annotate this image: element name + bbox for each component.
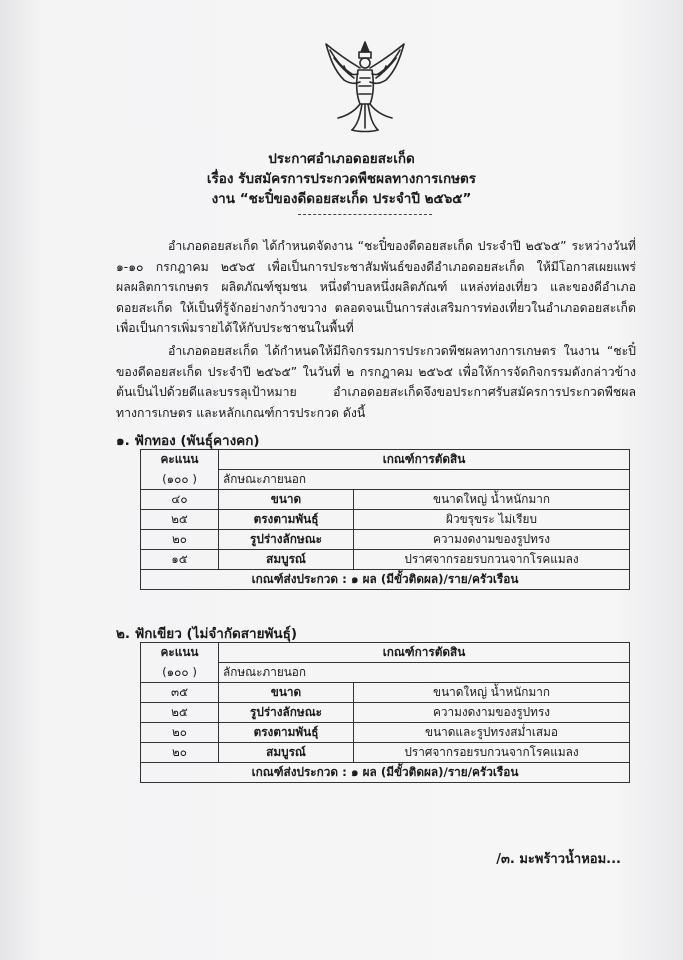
- row-score: ๒๐: [141, 723, 219, 743]
- table-row: [141, 550, 630, 570]
- submission-criteria: เกณฑ์ส่งประกวด : ๑ ผล (มีขั้วติดผล)/ราย/ครัวเรือน: [141, 763, 630, 783]
- row-aspect: ขนาด: [219, 683, 354, 703]
- body-paragraph-2: อำเภอดอยสะเก็ด ได้กำหนดให้มีกิจกรรมการประกวดพืชผลทางการเกษตร ในงาน “ชะปิ๋ของดีดอยสะเก็ด ประจำปี ๒๕๖๕” ในวันที่ ๒ กรกฎาคม ๒๕๖๕ เพื่อให้การจัดกิจกรรมดังกล่าวข้างต้นเป็นไปด้วยดีและบรรลุเป้าหมาย อำเภอดอยสะเก็ดจึงขอประกาศรับสมัครการประกวดพืชผลทางการเกษตร และหลักเกณฑ์การประกวด ดังนี้: [116, 344, 636, 420]
- table-row: [141, 683, 630, 703]
- criteria-subheader: ลักษณะภายนอก: [219, 663, 630, 683]
- table-row: [141, 723, 630, 743]
- row-score: ๔๐: [141, 490, 219, 510]
- table-row: [141, 743, 630, 763]
- row-description: ขนาดใหญ่ น้ำหนักมาก: [354, 490, 630, 510]
- table-header-row: [141, 450, 630, 470]
- table-header-row: [141, 643, 630, 663]
- continuation-note: /๓. มะพร้าวน้ำหอม...: [496, 852, 621, 867]
- table-subheader-row: [141, 663, 630, 683]
- row-description: ความงดงามของรูปทรง: [354, 703, 630, 723]
- table-footer-row: [141, 763, 630, 783]
- announcement-event: งาน “ชะปิ๋ของดีดอยสะเก็ด ประจำปี ๒๕๖๕”: [211, 191, 472, 207]
- row-score: ๑๕: [141, 550, 219, 570]
- row-description: ขนาดและรูปทรงสม่ำเสมอ: [354, 723, 630, 743]
- row-aspect: สมบูรณ์: [219, 743, 354, 763]
- row-description: ขนาดใหญ่ น้ำหนักมาก: [354, 683, 630, 703]
- table-row: [141, 490, 630, 510]
- row-aspect: รูปร่างลักษณะ: [219, 530, 354, 550]
- section-title-pumpkin: ๑. ฟักทอง (พันธุ์คางคก): [116, 433, 260, 449]
- submission-criteria: เกณฑ์ส่งประกวด : ๑ ผล (มีขั้วติดผล)/ราย/ครัวเรือน: [141, 570, 630, 590]
- announcement-title: ประกาศอำเภอดอยสะเก็ด: [268, 151, 415, 167]
- table-row: [141, 510, 630, 530]
- section-title-winter-melon: ๒. ฟักเขียว (ไม่จำกัดสายพันธุ์): [116, 626, 298, 642]
- table-footer-row: [141, 570, 630, 590]
- header-divider: [298, 214, 432, 215]
- score-header: คะแนน: [141, 450, 219, 470]
- row-description: ปราศจากรอยรบกวนจากโรคแมลง: [354, 743, 630, 763]
- criteria-header: เกณฑ์การตัดสิน: [219, 450, 630, 470]
- criteria-subheader: ลักษณะภายนอก: [219, 470, 630, 490]
- row-aspect: ตรงตามพันธุ์: [219, 723, 354, 743]
- table-row: [141, 703, 630, 723]
- body-paragraph-1: อำเภอดอยสะเก็ด ได้กำหนดจัดงาน “ชะปิ๋ของดีดอยสะเก็ด ประจำปี ๒๕๖๕” ระหว่างวันที่ ๑-๑๐ กรกฎาคม ๒๕๖๕ เพื่อเป็นการประชาสัมพันธ์ของดีอำเภอดอยสะเก็ด ให้มีโอกาสเผยแพร่ผลผลิตการเกษตร ผลิตภัณฑ์ชุมชน หนึ่งตำบลหนึ่งผลิตภัณฑ์ แหล่งท่องเที่ยว และของดีอำเภอดอยสะเก็ด ให้เป็นที่รู้จักอย่างกว้างขวาง ตลอดจนเป็นการส่งเสริมการท่องเที่ยวในอำเภอดอยสะเก็ด เพื่อเป็นการเพิ่มรายได้ให้กับประชาชนในพื้นที่: [116, 239, 636, 335]
- row-aspect: รูปร่างลักษณะ: [219, 703, 354, 723]
- score-total: (๑๐๐ ): [141, 663, 219, 683]
- row-score: ๒๕: [141, 703, 219, 723]
- garuda-emblem-icon: [322, 38, 408, 134]
- criteria-table-winter-melon: [140, 642, 630, 783]
- row-score: ๓๕: [141, 683, 219, 703]
- row-aspect: ขนาด: [219, 490, 354, 510]
- row-aspect: สมบูรณ์: [219, 550, 354, 570]
- row-description: ความงดงามของรูปทรง: [354, 530, 630, 550]
- announcement-subject: เรื่อง รับสมัครการประกวดพืชผลทางการเกษตร: [206, 171, 477, 187]
- table-subheader-row: [141, 470, 630, 490]
- criteria-table-pumpkin: [140, 449, 630, 590]
- score-header: คะแนน: [141, 643, 219, 663]
- table-row: [141, 530, 630, 550]
- row-score: ๒๕: [141, 510, 219, 530]
- score-total: (๑๐๐ ): [141, 470, 219, 490]
- row-score: ๒๐: [141, 743, 219, 763]
- row-description: ปราศจากรอยรบกวนจากโรคแมลง: [354, 550, 630, 570]
- criteria-header: เกณฑ์การตัดสิน: [219, 643, 630, 663]
- row-description: ผิวขรุขระ ไม่เรียบ: [354, 510, 630, 530]
- row-aspect: ตรงตามพันธุ์: [219, 510, 354, 530]
- row-score: ๒๐: [141, 530, 219, 550]
